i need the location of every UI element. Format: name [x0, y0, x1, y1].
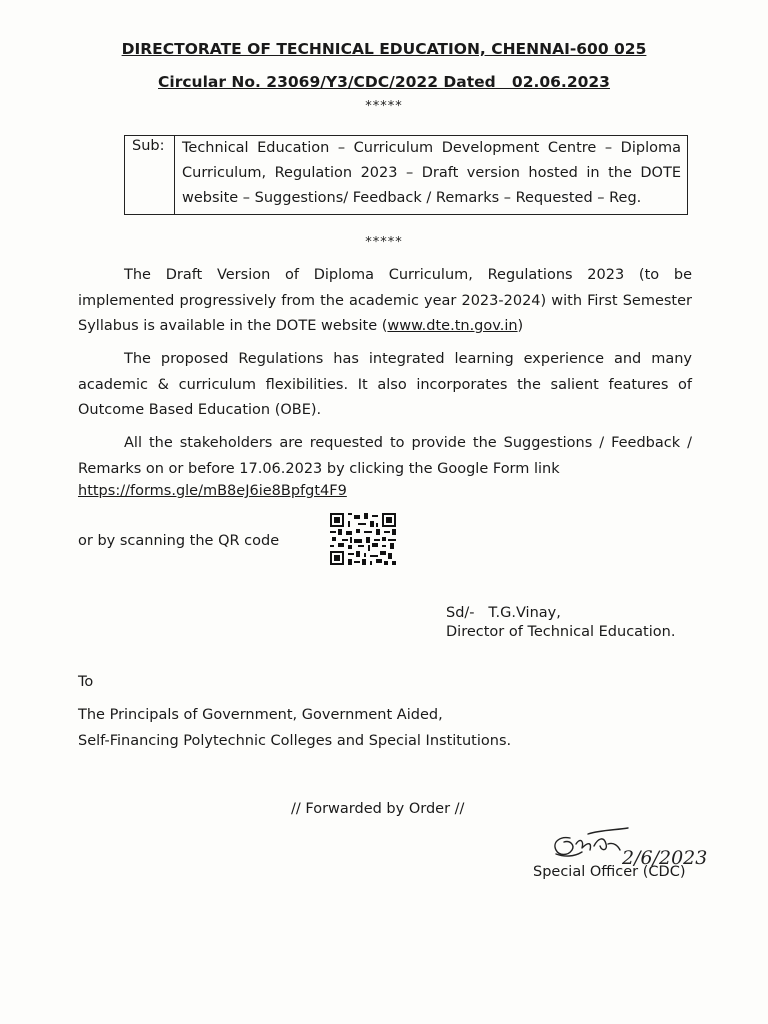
paragraph-draft-end: ): [517, 318, 524, 334]
paragraph-regulations: The proposed Regulations has integrated learning experience and many academic & curriculum flexibilities. It also incorporates the salient features of Outcome Based Education (OBE).: [78, 351, 692, 418]
paragraph-draft-text: The Draft Version of Diploma Curriculum, Regulations 2023 (to be implemented progressively from the academic year 2023-2024) with First Semester Syllabus is available in the DOTE website (: [78, 267, 692, 334]
signatory-designation: Director of Technical Education.: [446, 624, 676, 640]
forwarded-by-order: // Forwarded by Order //: [291, 801, 465, 817]
signature-sd: Sd/-: [446, 605, 475, 621]
recipient-line-2: Self-Financing Polytechnic Colleges and Special Institutions.: [78, 733, 512, 749]
dote-website-link[interactable]: www.dte.tn.gov.in: [387, 318, 518, 334]
special-officer-title: Special Officer (CDC): [533, 864, 686, 880]
separator-stars-2: *****: [365, 235, 403, 250]
signatory-name: T.G.Vinay,: [488, 605, 561, 621]
subject-label: Sub:: [125, 136, 175, 214]
qr-code-icon[interactable]: [330, 513, 396, 565]
subject-text: Technical Education – Curriculum Development Centre – Diploma Curriculum, Regulation 2023 – Draft version hosted in the DOTE website – Suggestions/ Feedback / Remarks – Requested – Reg.: [182, 140, 681, 206]
qr-instruction: or by scanning the QR code: [78, 533, 280, 549]
google-form-link[interactable]: https://forms.gle/mB8eJ6ie8Bpfgt4F9: [78, 483, 347, 499]
recipient-line-1: The Principals of Government, Government Aided,: [78, 707, 443, 723]
handwritten-date: 2/6/2023: [622, 847, 708, 869]
circular-number: Circular No. 23069/Y3/CDC/2022 Dated 02.06.2023: [158, 73, 610, 91]
to-label: To: [78, 674, 94, 690]
signature-sd-line: [446, 605, 561, 621]
subject-box: [124, 135, 688, 215]
directorate-heading: DIRECTORATE OF TECHNICAL EDUCATION, CHENNAI-600 025: [121, 40, 647, 58]
paragraph-stakeholders: All the stakeholders are requested to provide the Suggestions / Feedback / Remarks on or before 17.06.2023 by clicking the Google Form link: [78, 435, 692, 477]
separator-stars: *****: [365, 99, 403, 114]
paragraph-draft-version: [78, 263, 692, 340]
